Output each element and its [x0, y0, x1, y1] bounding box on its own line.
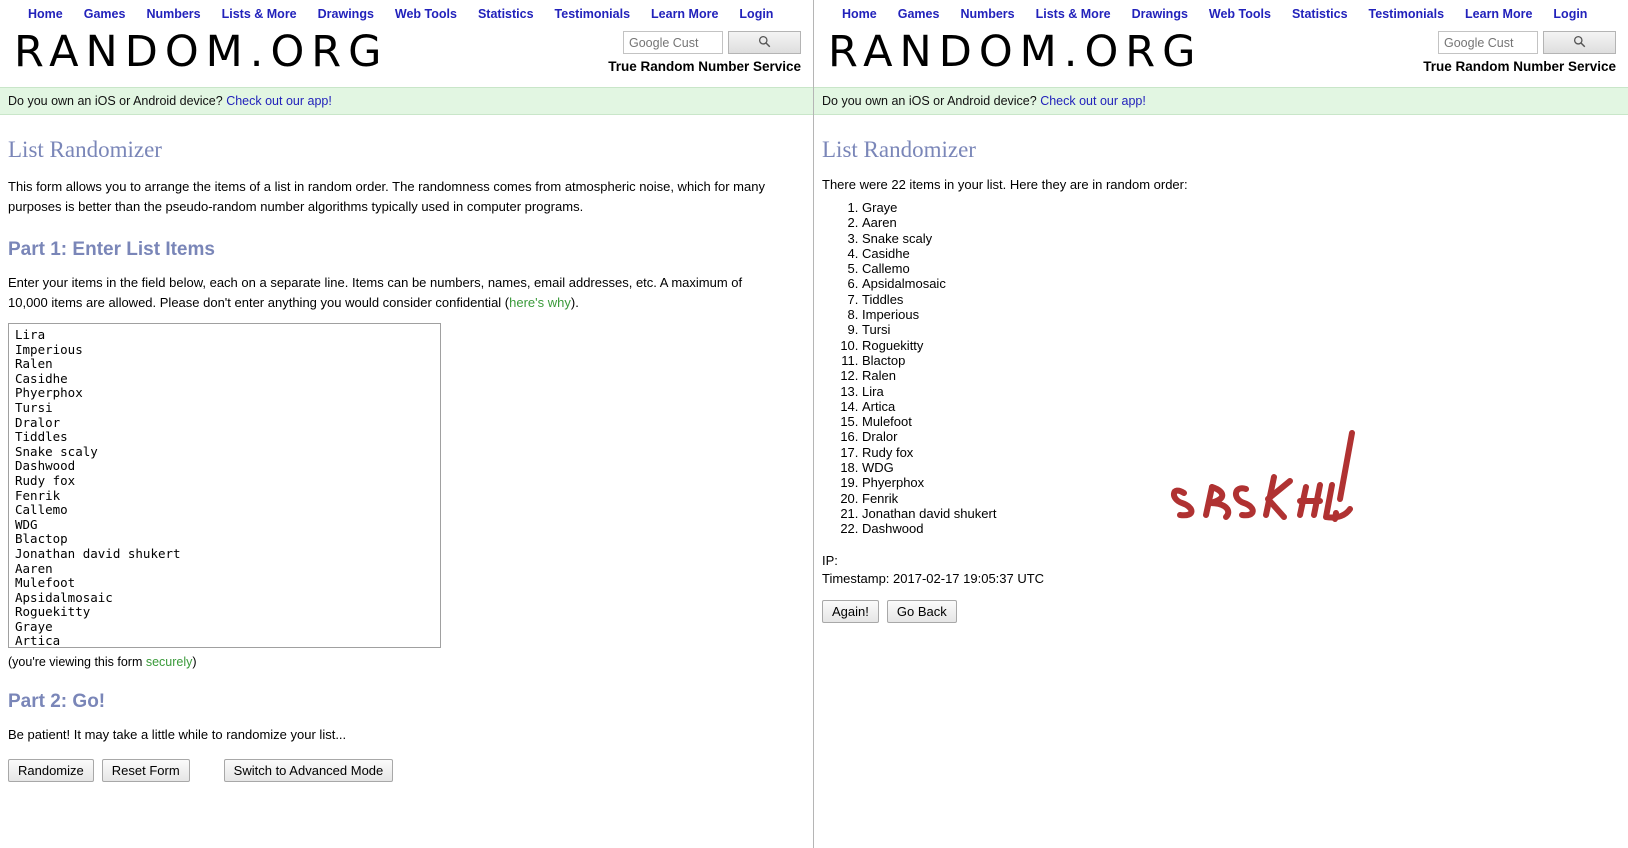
list-item: 20. Fenrik [862, 491, 1620, 506]
timestamp-label: Timestamp: 2017-02-17 19:05:37 UTC [822, 570, 1045, 586]
nav-item-testimonials-right[interactable]: Testimonials [1368, 7, 1445, 21]
list-item: 14. Artica [862, 399, 1620, 414]
list-item: 8. Imperious [862, 307, 1620, 322]
banner-text-right: Do you own an iOS or Android device? [822, 94, 1037, 108]
list-item: 16. Dralor [862, 429, 1620, 444]
list-item: 11. Blactop [862, 353, 1620, 368]
header-right [608, 31, 801, 74]
site-tagline-right: True Random Number Service [1423, 59, 1616, 74]
nav-item-home[interactable]: Home [28, 7, 63, 21]
nav-item-login[interactable]: Login [739, 7, 774, 21]
secure-text-a: (you're viewing this form [8, 655, 146, 669]
form-button-row [8, 759, 805, 782]
search-button[interactable] [728, 31, 801, 54]
nav-item-learn-more[interactable]: Learn More [651, 7, 719, 21]
list-item: 15. Mulefoot [862, 414, 1620, 429]
search-row-right [1423, 31, 1616, 54]
list-item: 13. Lira [862, 384, 1620, 399]
list-item: 9. Tursi [862, 322, 1620, 337]
ip-label: IP: [822, 552, 838, 568]
secure-notice [8, 655, 805, 669]
reset-form-button[interactable]: Reset Form [102, 759, 190, 782]
list-item: 4. Casidhe [862, 246, 1620, 261]
site-logo-right: RANDOM.ORG [828, 27, 1203, 77]
right-pane [814, 0, 1628, 848]
results-intro: There were 22 items in your list. Here they are in random order: [822, 177, 1188, 192]
part1-instructions [8, 273, 768, 313]
nav-item-statistics[interactable]: Statistics [477, 7, 534, 21]
banner-link[interactable]: Check out our app! [226, 94, 332, 108]
randomized-results-list [822, 200, 1620, 537]
search-button-right[interactable] [1543, 31, 1616, 54]
banner-text: Do you own an iOS or Android device? [8, 94, 223, 108]
list-item: 10. Roguekitty [862, 338, 1620, 353]
nav-item-lists-more-right[interactable]: Lists & More [1035, 7, 1111, 21]
app-promo-banner [0, 87, 813, 115]
site-logo: RANDOM.ORG [14, 27, 389, 77]
items-textarea-wrapper [8, 323, 441, 651]
securely-link[interactable]: securely [145, 655, 193, 669]
nav-item-web-tools-right[interactable]: Web Tools [1208, 7, 1271, 21]
page-title: List Randomizer [8, 137, 162, 162]
result-button-row [822, 600, 1620, 623]
search-icon-right [1573, 35, 1586, 51]
list-item: 22. Dashwood [862, 521, 1620, 536]
switch-advanced-mode-button[interactable]: Switch to Advanced Mode [224, 759, 394, 782]
nav-item-lists-more[interactable]: Lists & More [221, 7, 297, 21]
header-right-right [1423, 31, 1616, 74]
secure-text-b: ) [192, 655, 197, 669]
list-item: 5. Callemo [862, 261, 1620, 276]
heres-why-link[interactable]: here's why [509, 295, 571, 310]
nav-item-drawings[interactable]: Drawings [317, 7, 374, 21]
part2-instructions: Be patient! It may take a little while to randomize your list... [8, 727, 347, 742]
randomize-button[interactable]: Randomize [8, 759, 94, 782]
search-icon [758, 35, 771, 51]
nav-item-learn-more-right[interactable]: Learn More [1465, 7, 1533, 21]
go-back-button[interactable]: Go Back [887, 600, 957, 623]
nav-item-statistics-right[interactable]: Statistics [1291, 7, 1348, 21]
search-row [608, 31, 801, 54]
part1-text-b: ). [570, 295, 579, 310]
site-tagline: True Random Number Service [608, 59, 801, 74]
list-item: 2. Aaren [862, 215, 1620, 230]
site-header-right [822, 25, 1620, 85]
part1-text-a: Enter your items in the field below, each on a separate line. Items can be numbers, names, email addresses, etc. A maximum of 10,000 items are allowed. Please don't enter anything you would consider confidential ( [8, 275, 743, 310]
list-item: 12. Ralen [862, 368, 1620, 383]
nav-item-web-tools[interactable]: Web Tools [394, 7, 457, 21]
list-item: 19. Phyerphox [862, 475, 1620, 490]
nav-item-login-right[interactable]: Login [1553, 7, 1588, 21]
top-navigation-right [822, 0, 1620, 25]
nav-item-numbers-right[interactable]: Numbers [960, 7, 1015, 21]
search-input-right[interactable] [1438, 31, 1538, 54]
list-item: 1. Graye [862, 200, 1620, 215]
nav-item-testimonials[interactable]: Testimonials [554, 7, 631, 21]
search-input[interactable] [623, 31, 723, 54]
page-title-right: List Randomizer [822, 137, 976, 162]
banner-link-right[interactable]: Check out our app! [1040, 94, 1146, 108]
part2-heading: Part 2: Go! [8, 691, 106, 712]
list-item: 3. Snake scaly [862, 231, 1620, 246]
intro-paragraph: This form allows you to arrange the items of a list in random order. The randomness comes from atmospheric noise, which for many purposes is better than the pseudo-random number algorithms typically used in computer programs. [8, 179, 765, 214]
list-items-textarea[interactable] [8, 323, 441, 648]
top-navigation [8, 0, 805, 25]
list-item: 18. WDG [862, 460, 1620, 475]
nav-item-drawings-right[interactable]: Drawings [1131, 7, 1188, 21]
app-promo-banner-right [814, 87, 1628, 115]
list-item: 17. Rudy fox [862, 445, 1620, 460]
nav-item-games[interactable]: Games [83, 7, 126, 21]
nav-item-games-right[interactable]: Games [897, 7, 940, 21]
list-item: 7. Tiddles [862, 292, 1620, 307]
nav-item-home-right[interactable]: Home [842, 7, 877, 21]
result-meta [822, 553, 1620, 586]
site-header [8, 25, 805, 85]
again-button[interactable]: Again! [822, 600, 879, 623]
part1-heading: Part 1: Enter List Items [8, 239, 215, 260]
list-item: 21. Jonathan david shukert [862, 506, 1620, 521]
nav-item-numbers[interactable]: Numbers [146, 7, 201, 21]
list-item: 6. Apsidalmosaic [862, 276, 1620, 291]
